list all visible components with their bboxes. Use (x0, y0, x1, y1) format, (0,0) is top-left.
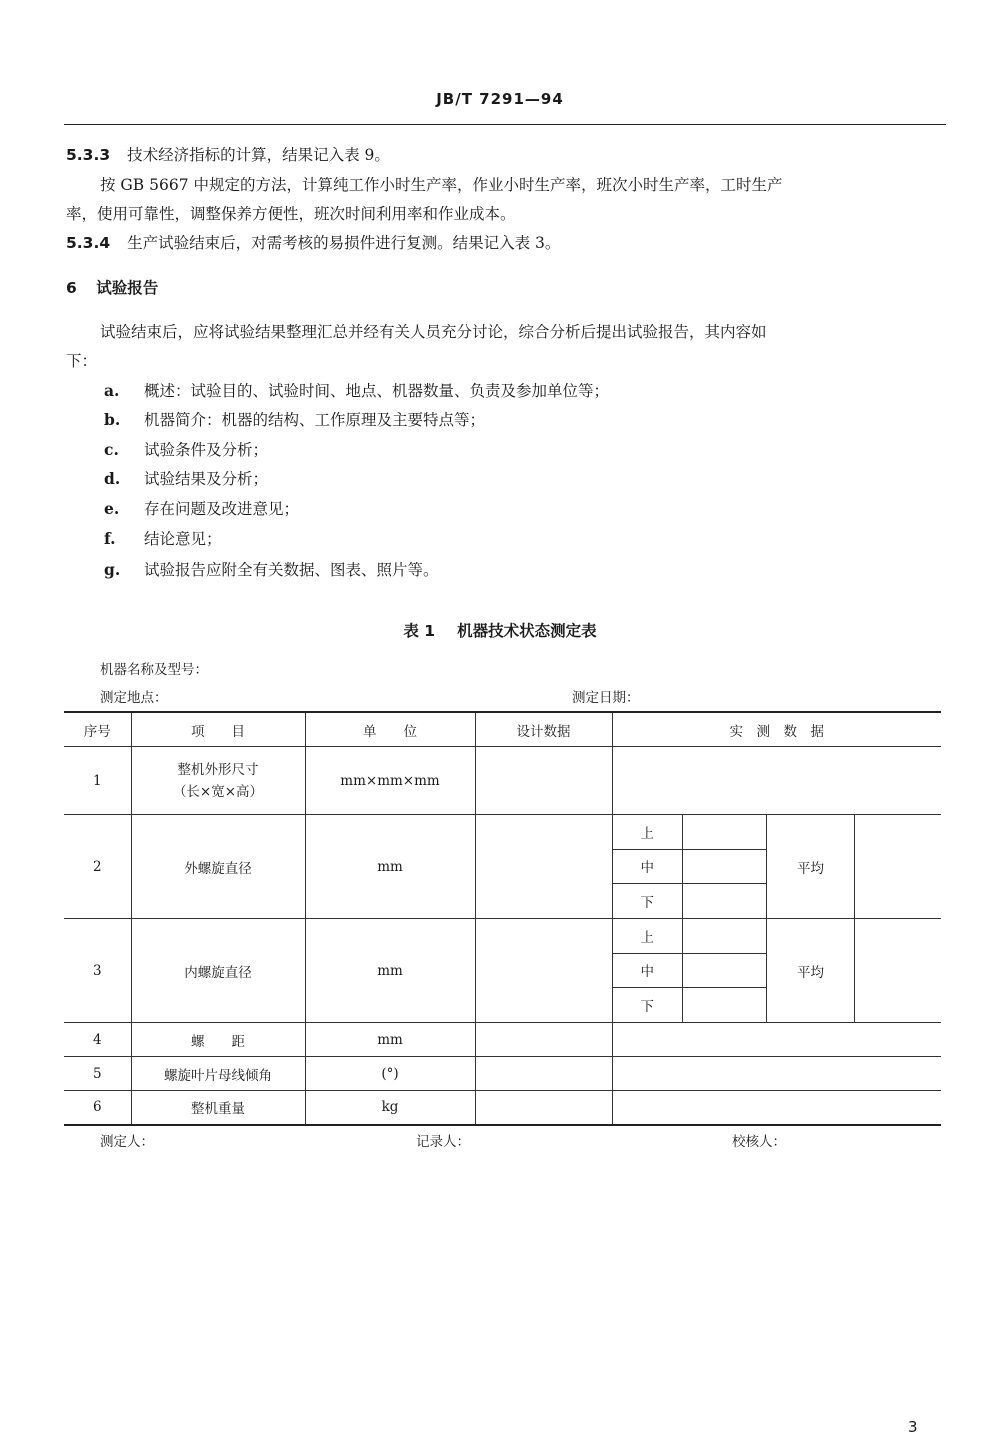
section-5-3-3-heading (66, 145, 390, 165)
list-item (104, 381, 609, 401)
page-number: 3 (908, 1418, 918, 1436)
table-row (64, 747, 941, 815)
section-5-3-3-body-line2: 率，使用可靠性，调整保养方便性，班次时间利用率和作业成本。 (66, 205, 516, 223)
value-cell (683, 919, 767, 953)
row-unit: mm (305, 919, 475, 1023)
section-text: 生产试验结束后，对需考核的易损件进行复测。结果记入表 3。 (127, 234, 561, 252)
table-row (64, 1023, 941, 1057)
row-design-data (475, 1091, 612, 1125)
row-unit: (°) (305, 1057, 475, 1091)
list-item (104, 469, 268, 489)
row-unit: kg (305, 1091, 475, 1125)
row-measured-data (612, 815, 941, 919)
list-item (104, 410, 485, 430)
row-design-data (475, 1057, 612, 1091)
row-measured-data (612, 747, 941, 815)
position-top: 上 (613, 815, 683, 849)
checker-label: 校核人： (732, 1134, 786, 1150)
value-cell (683, 953, 767, 987)
location-label: 测定地点： (100, 690, 168, 706)
list-item (104, 529, 222, 549)
list-item-letter: a. (104, 381, 120, 400)
row-measured-data (612, 1057, 941, 1091)
row-item (131, 747, 305, 815)
date-label: 测定日期： (572, 690, 640, 706)
table-row (64, 1091, 941, 1125)
list-item-letter: e. (104, 499, 120, 518)
value-cell (683, 815, 767, 849)
list-item (104, 440, 268, 460)
measurement-subtable (613, 919, 942, 1022)
position-middle: 中 (613, 953, 683, 987)
row-number: 5 (64, 1057, 131, 1091)
row-item-line2: （长×宽×高） (172, 783, 264, 800)
value-cell (683, 987, 767, 1022)
position-bottom: 下 (613, 987, 683, 1022)
section-6-intro-line1: 试验结束后，应将试验结果整理汇总并经有关人员充分讨论，综合分析后提出试验报告，其内容如 (100, 323, 767, 341)
row-item: 内螺旋直径 (131, 919, 305, 1023)
table-caption (0, 619, 1000, 641)
header-measured-data: 实 测 数 据 (612, 712, 941, 747)
recorder-label: 记录人： (416, 1134, 470, 1150)
row-design-data (475, 919, 612, 1023)
list-item-letter: g. (104, 560, 121, 579)
position-top: 上 (613, 919, 683, 953)
header-no: 序号 (64, 712, 131, 747)
row-item: 整机重量 (131, 1091, 305, 1125)
section-title: 试验报告 (96, 279, 159, 297)
row-number: 3 (64, 919, 131, 1023)
row-unit: mm (305, 815, 475, 919)
average-label: 平均 (767, 919, 855, 1022)
row-measured-data (612, 919, 941, 1023)
list-item-letter: b. (104, 410, 121, 429)
row-unit: mm×mm×mm (305, 747, 475, 815)
row-number: 2 (64, 815, 131, 919)
list-item-text: 概述：试验目的、试验时间、地点、机器数量、负责及参加单位等； (144, 382, 610, 400)
measurement-subtable (613, 815, 942, 918)
row-unit: mm (305, 1023, 475, 1057)
section-5-3-3-body-line1: 按 GB 5667 中规定的方法，计算纯工作小时生产率，作业小时生产率，班次小时生产率，工时生产 (100, 176, 783, 194)
row-design-data (475, 747, 612, 815)
machine-name-label: 机器名称及型号： (100, 662, 208, 678)
header-item: 项 目 (131, 712, 305, 747)
section-number: 6 (66, 279, 77, 297)
value-cell (683, 849, 767, 883)
row-design-data (475, 815, 612, 919)
list-item-text: 结论意见； (144, 530, 222, 548)
section-number: 5.3.3 (66, 146, 111, 164)
row-design-data (475, 1023, 612, 1057)
machine-status-table (64, 711, 941, 1126)
table-header-row (64, 712, 941, 747)
row-item: 外螺旋直径 (131, 815, 305, 919)
list-item-text: 存在问题及改进意见； (144, 500, 300, 518)
section-5-3-4 (66, 233, 560, 253)
section-6-heading (66, 278, 158, 298)
header-design-data: 设计数据 (475, 712, 612, 747)
value-cell (683, 883, 767, 918)
row-item-line1: 整机外形尺寸 (177, 761, 259, 778)
position-bottom: 下 (613, 883, 683, 918)
list-item-text: 试验结果及分析； (144, 470, 269, 488)
section-title: 技术经济指标的计算，结果记入表 9。 (127, 146, 390, 164)
list-item-letter: d. (104, 469, 121, 488)
row-number: 4 (64, 1023, 131, 1057)
average-value (855, 919, 942, 1022)
list-item-letter: f. (104, 529, 116, 548)
row-number: 1 (64, 747, 131, 815)
average-label: 平均 (767, 815, 855, 918)
position-middle: 中 (613, 849, 683, 883)
table-row (64, 815, 941, 919)
row-measured-data (612, 1023, 941, 1057)
table-row (64, 919, 941, 1023)
row-item: 螺 距 (131, 1023, 305, 1057)
average-value (855, 815, 942, 918)
list-item-letter: c. (104, 440, 119, 459)
document-header: JB/T 7291—94 (436, 90, 564, 108)
measurer-label: 测定人： (100, 1134, 154, 1150)
list-item-text: 试验报告应附全有关数据、图表、照片等。 (144, 561, 439, 579)
list-item-text: 机器简介：机器的结构、工作原理及主要特点等； (144, 411, 486, 429)
row-measured-data (612, 1091, 941, 1125)
list-item (104, 499, 299, 519)
row-number: 6 (64, 1091, 131, 1125)
list-item-text: 试验条件及分析； (144, 441, 269, 459)
table-caption-title: 机器技术状态测定表 (457, 622, 597, 640)
section-6-intro-line2: 下： (66, 352, 98, 370)
row-item: 螺旋叶片母线倾角 (131, 1057, 305, 1091)
header-unit: 单 位 (305, 712, 475, 747)
list-item (104, 560, 439, 580)
section-number: 5.3.4 (66, 234, 111, 252)
table-row (64, 1057, 941, 1091)
header-rule (64, 124, 946, 125)
table-caption-number: 表 1 (403, 622, 436, 640)
